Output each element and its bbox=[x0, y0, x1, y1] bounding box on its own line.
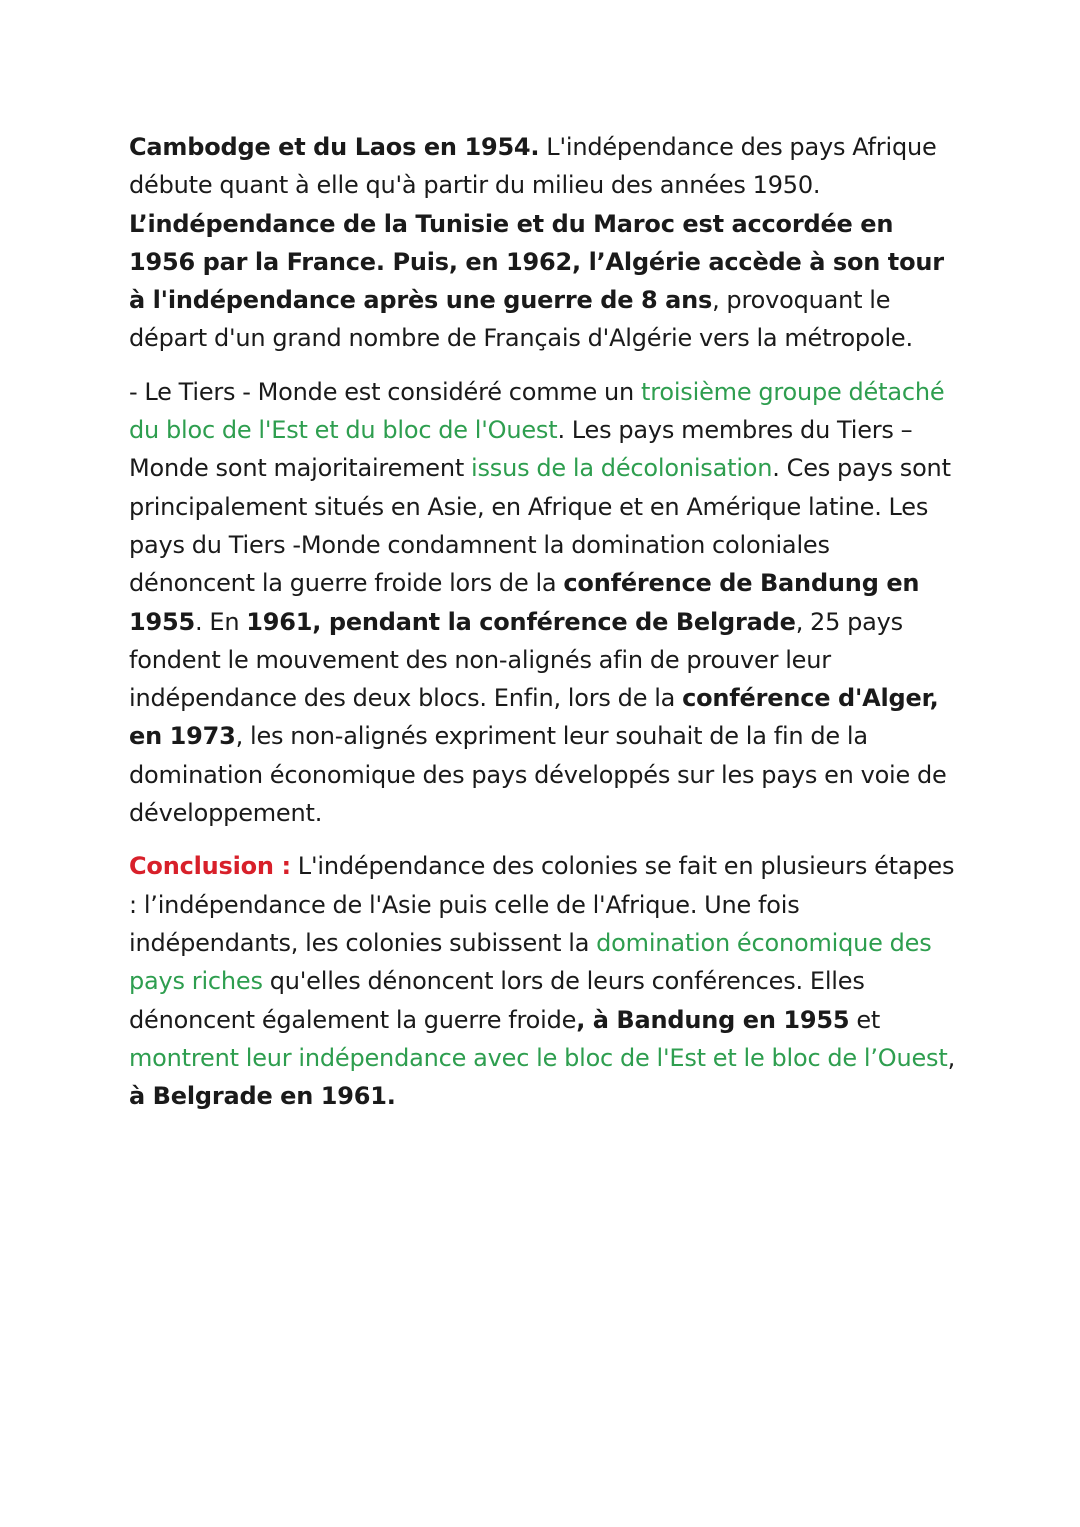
text-bold: , à Bandung en 1955 bbox=[576, 1005, 850, 1034]
paragraph-independence-africa bbox=[129, 128, 960, 358]
text-bold: Cambodge et du Laos en 1954. bbox=[129, 133, 540, 161]
text-bold: à Belgrade en 1961. bbox=[129, 1082, 396, 1111]
text-highlight-green: domination économique des pays riches bbox=[129, 928, 932, 996]
text-bold: L’indépendance de la Tunisie et du Maroc est accordée en 1956 par la France. Puis, en 1962, l’Algérie accède à son tour à l'indépendance après une guerre de 8 ans bbox=[129, 209, 944, 315]
text-normal: , 25 pays fondent le mouvement des non-alignés afin de prouver leur indépendance des deux blocs. Enfin, lors de la bbox=[129, 607, 903, 713]
text-normal: - Le Tiers - Monde est considéré comme un bbox=[129, 377, 641, 406]
paragraph-third-world bbox=[129, 373, 960, 833]
text-normal: qu'elles dénoncent lors de leurs conférences. Elles dénoncent également la guerre froide bbox=[129, 967, 865, 1034]
text-bold: conférence de Bandung en 1955 bbox=[129, 569, 920, 636]
text-bold: 1961, pendant la conférence de Belgrade bbox=[246, 607, 796, 636]
text-normal: L'indépendance des pays Afrique débute quant à elle qu'à partir du milieu des années 1950. bbox=[129, 133, 937, 200]
conclusion-heading: Conclusion : bbox=[129, 852, 291, 881]
text-normal: , bbox=[947, 1043, 956, 1072]
text-normal: et bbox=[849, 1005, 881, 1034]
text-highlight-green: issus de la décolonisation bbox=[471, 454, 773, 483]
text-normal: . Ces pays sont principalement situés en Asie, en Afrique et en Amérique latine. Les pays du Tiers -Monde condamnent la domination coloniales dénoncent la guerre froide lors de la bbox=[129, 454, 951, 598]
text-bold: conférence d'Alger, en 1973 bbox=[129, 684, 939, 751]
text-normal: L'indépendance des colonies se fait en plusieurs étapes : l’indépendance de l'Asie puis celle de l'Afrique. Une fois indépendants, les colonies subissent la bbox=[129, 852, 955, 957]
text-normal: , les non-alignés expriment leur souhait de la fin de la domination économique des pays développés sur les pays en voie de développement. bbox=[129, 722, 947, 828]
text-normal: , provoquant le départ d'un grand nombre de Français d'Algérie vers la métropole. bbox=[129, 286, 913, 353]
text-highlight-green: montrent leur indépendance avec le bloc de l'Est et le bloc de l’Ouest bbox=[129, 1043, 948, 1072]
text-highlight-green: troisième groupe détaché du bloc de l'Est et du bloc de l'Ouest bbox=[129, 377, 945, 445]
text-normal: . Les pays membres du Tiers – Monde sont majoritairement bbox=[129, 416, 913, 483]
text-normal: . En bbox=[195, 607, 247, 636]
paragraph-conclusion bbox=[129, 847, 960, 1115]
